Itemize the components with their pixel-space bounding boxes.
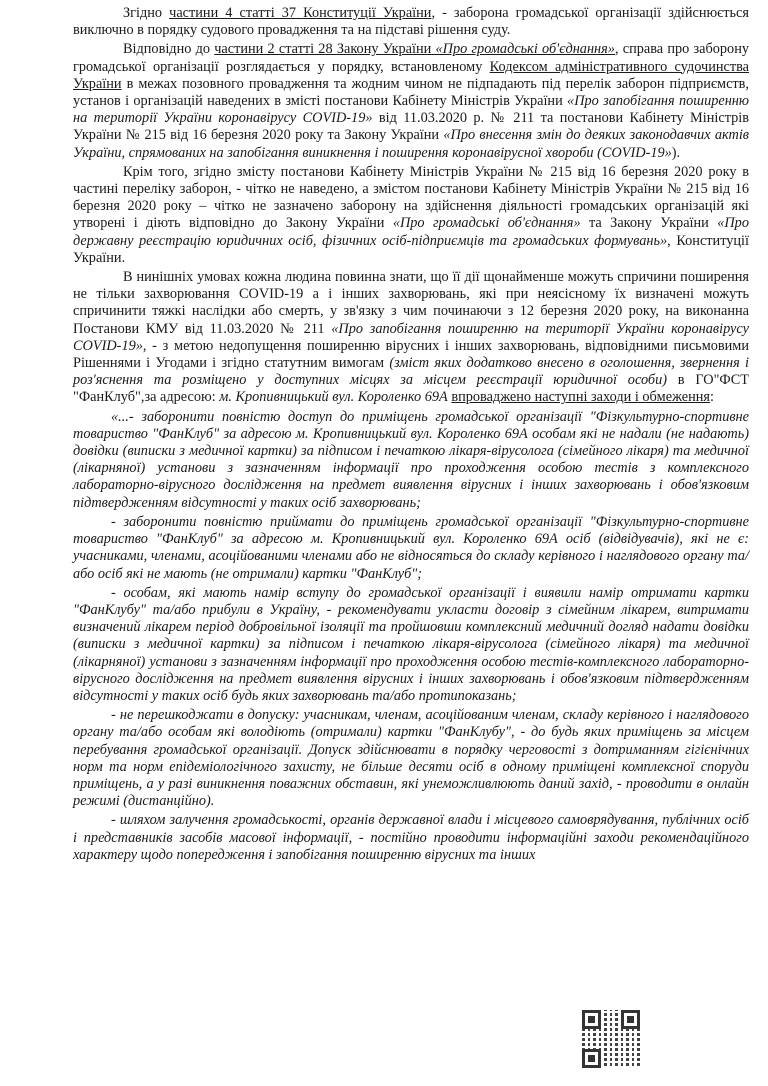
measures-heading: впроваджено наступні заходи і обмеження	[451, 389, 710, 406]
measure-item-4: - не перешкоджати в допуску: учасникам, членам, асоційованим членам, складу керівного і наглядового органу та/або особам які володіють (отримали) картки "ФанКлубу", - до будь яких приміщень за місцем перебування громадської організації. Допуск здійснювати в порядку черговості з дотриманням гігієнічних норм та норм епідеміологічного захисту, не більше десяти осіб в одному приміщені комплексної споруди приміщень, а у разі виникнення поважних обставин, які унеможливлюють даний захід, - проводити в онлайн режимі (дистанційно).	[73, 707, 749, 810]
text: , - з метою недопущення поширенню вірусних і інших захворювань, відповідними письмовими Рішеннями і Угодами і згідно статутним вимогам	[73, 337, 749, 372]
italic-title: «Про запобігання поширенню на території України коронавірусу COVID-19»	[73, 93, 749, 127]
text: Відповідно до	[123, 41, 215, 58]
text: від 11.03.2020 р. № 211 та постанови Кабінету Міністрів України № 215 від 16 березня 2020 року та Закону України	[73, 110, 750, 144]
text: та Закону України	[580, 215, 718, 232]
constitution-reference: частини 4 статті 37 Конституції України	[169, 5, 432, 21]
measure-item-5: - шляхом залучення громадськості, органів державної влади і місцевого самоврядування, публічних осіб і представників засобів масової інформації, - постійно проводити інформаційні заходи рекомендаційного характеру щодо попередження і запобігання поширенню вірусних та інших	[73, 812, 749, 863]
code-reference: Кодексом адміністративного судочинства України	[73, 58, 749, 92]
text: :	[709, 389, 714, 406]
paragraph-law-reference	[73, 41, 749, 161]
italic-title: «Про внесення змін до деяких законодавчих актів України, спрямованих на запобігання виникнення і поширення коронавірусної хвороби (COVID-19»	[73, 127, 750, 161]
paragraph-constitution	[73, 5, 749, 39]
text: в межах позовного провадження та жодним чином не підпадають під перелік заборон підприємств, установ і організацій наведених в змісті постанови Кабінету Міністрів України	[73, 75, 749, 110]
text: в ГО"ФСТ "ФанКлуб",за адресою:	[73, 372, 749, 406]
text: Крім того, згідно змісту постанови Кабінету Міністрів України № 215 від 16 березня 2020 року в частині переліку заборон, - чітко не наведено, а змістом постанови Кабінету Міністрів України № 215 від 16 березня 2020 року – чітко не зазначено заборону на здійснення діяльності громадських організацій які утворені і діють відповідно до Закону України	[73, 163, 749, 232]
italic-title: «Про громадські об'єднання»	[392, 215, 581, 232]
text: ).	[671, 144, 681, 161]
text: Згідно	[123, 5, 170, 21]
measure-item-1: «...- заборонити повністю доступ до приміщень громадської організації "Фізкультурно-спортивне товариство "ФанКлуб" за адресою м. Кропивницький вул. Короленко 69А особам які не надали (не надають) довідки (виписки з медичної картки) за підписом і печаткою лікаря-вірусолога (сімейного лікаря) та медичної (лікарняної) установи з зазначенням інформації про проходження особою тестів з комплексного лабораторно-вірусного дослідження на предмет виявлення вірусних і інших захворювань і обов'язковим підтвердженням відсутності у таких осіб захворювань;	[73, 408, 749, 511]
paragraph-measures-intro	[73, 269, 749, 407]
measure-item-2: - заборонити повністю приймати до приміщень громадської організації "Фізкультурно-спортивне товариство "ФанКлуб" за адресою м. Кропивницький вул. Короленко 69А осіб (відвідувачів), які не є: учасниками, членами, асоційованими членами або не відносяться до складу керівного і наглядового органу та/або осіб які не мають (не отримали) картки "ФанКлуб";	[73, 513, 749, 582]
italic-note: (зміст яких додатково внесено в оголошення, звернення і роз'яснення та розміщено у доступних місцях за місцем реєстрації юридичної особи)	[73, 355, 749, 389]
qr-code	[582, 1010, 640, 1068]
law-title-reference: «Про громадські об'єднання»	[435, 41, 615, 58]
italic-address: м. Кропивницький вул. Короленко 69А	[219, 389, 448, 406]
law-article-reference: частини 2 статті 28 Закону України	[214, 41, 436, 58]
paragraph-resolution	[73, 164, 749, 267]
text: В нинішніх умовах кожна людина повинна знати, що її дії щонайменше можуть спричини поширення не тільки захворювання COVID-19 а і інших захворювань, які при неясісному їх визначені можуть спричинити тяжкі наслідки або смерть, у зв'язку з чим починаючи з 12 березня 2020 року, на виконанна Постанови КМУ від 11.03.2020 № 211	[73, 269, 749, 337]
italic-title: «Про державну реєстрацію юридичних осіб, фізичних осіб-підприємців та громадських формувань»	[73, 215, 749, 249]
document-body	[73, 5, 749, 866]
text: , справа про заборону громадської організації розглядається у порядку, встановленому	[73, 41, 750, 75]
text: , - заборона громадської організації здійснюється виключно в порядку судового провадження та на підставі рішення суду.	[73, 5, 749, 39]
italic-title: «Про запобігання поширенню на території України коронавірусу COVID-19»	[73, 320, 749, 354]
text: , Конституції України.	[73, 232, 749, 266]
measure-item-3: - особам, які мають намір вступу до громадської організації і виявили намір отримати картки "ФанКлубу" та/або прибули в Україну, - рекомендувати укласти договір з сімейним лікарем, витримати визначений лікарем період добровільної ізоляції та пройшовши комплексний медичний догляд надати довідки (виписки з медичної картки) за підписом і печаткою лікаря-вірусолога (сімейного лікаря) та медичної (лікарняної) установи з зазначенням інформації про проходження особою тестів-комплексного лабораторно-вірусного дослідження на предмет виявлення вірусних і інших захворювань і обов'язковим підтвердженням відсутності у таких осіб будь яких захворювань та/або протипоказань;	[73, 584, 749, 704]
